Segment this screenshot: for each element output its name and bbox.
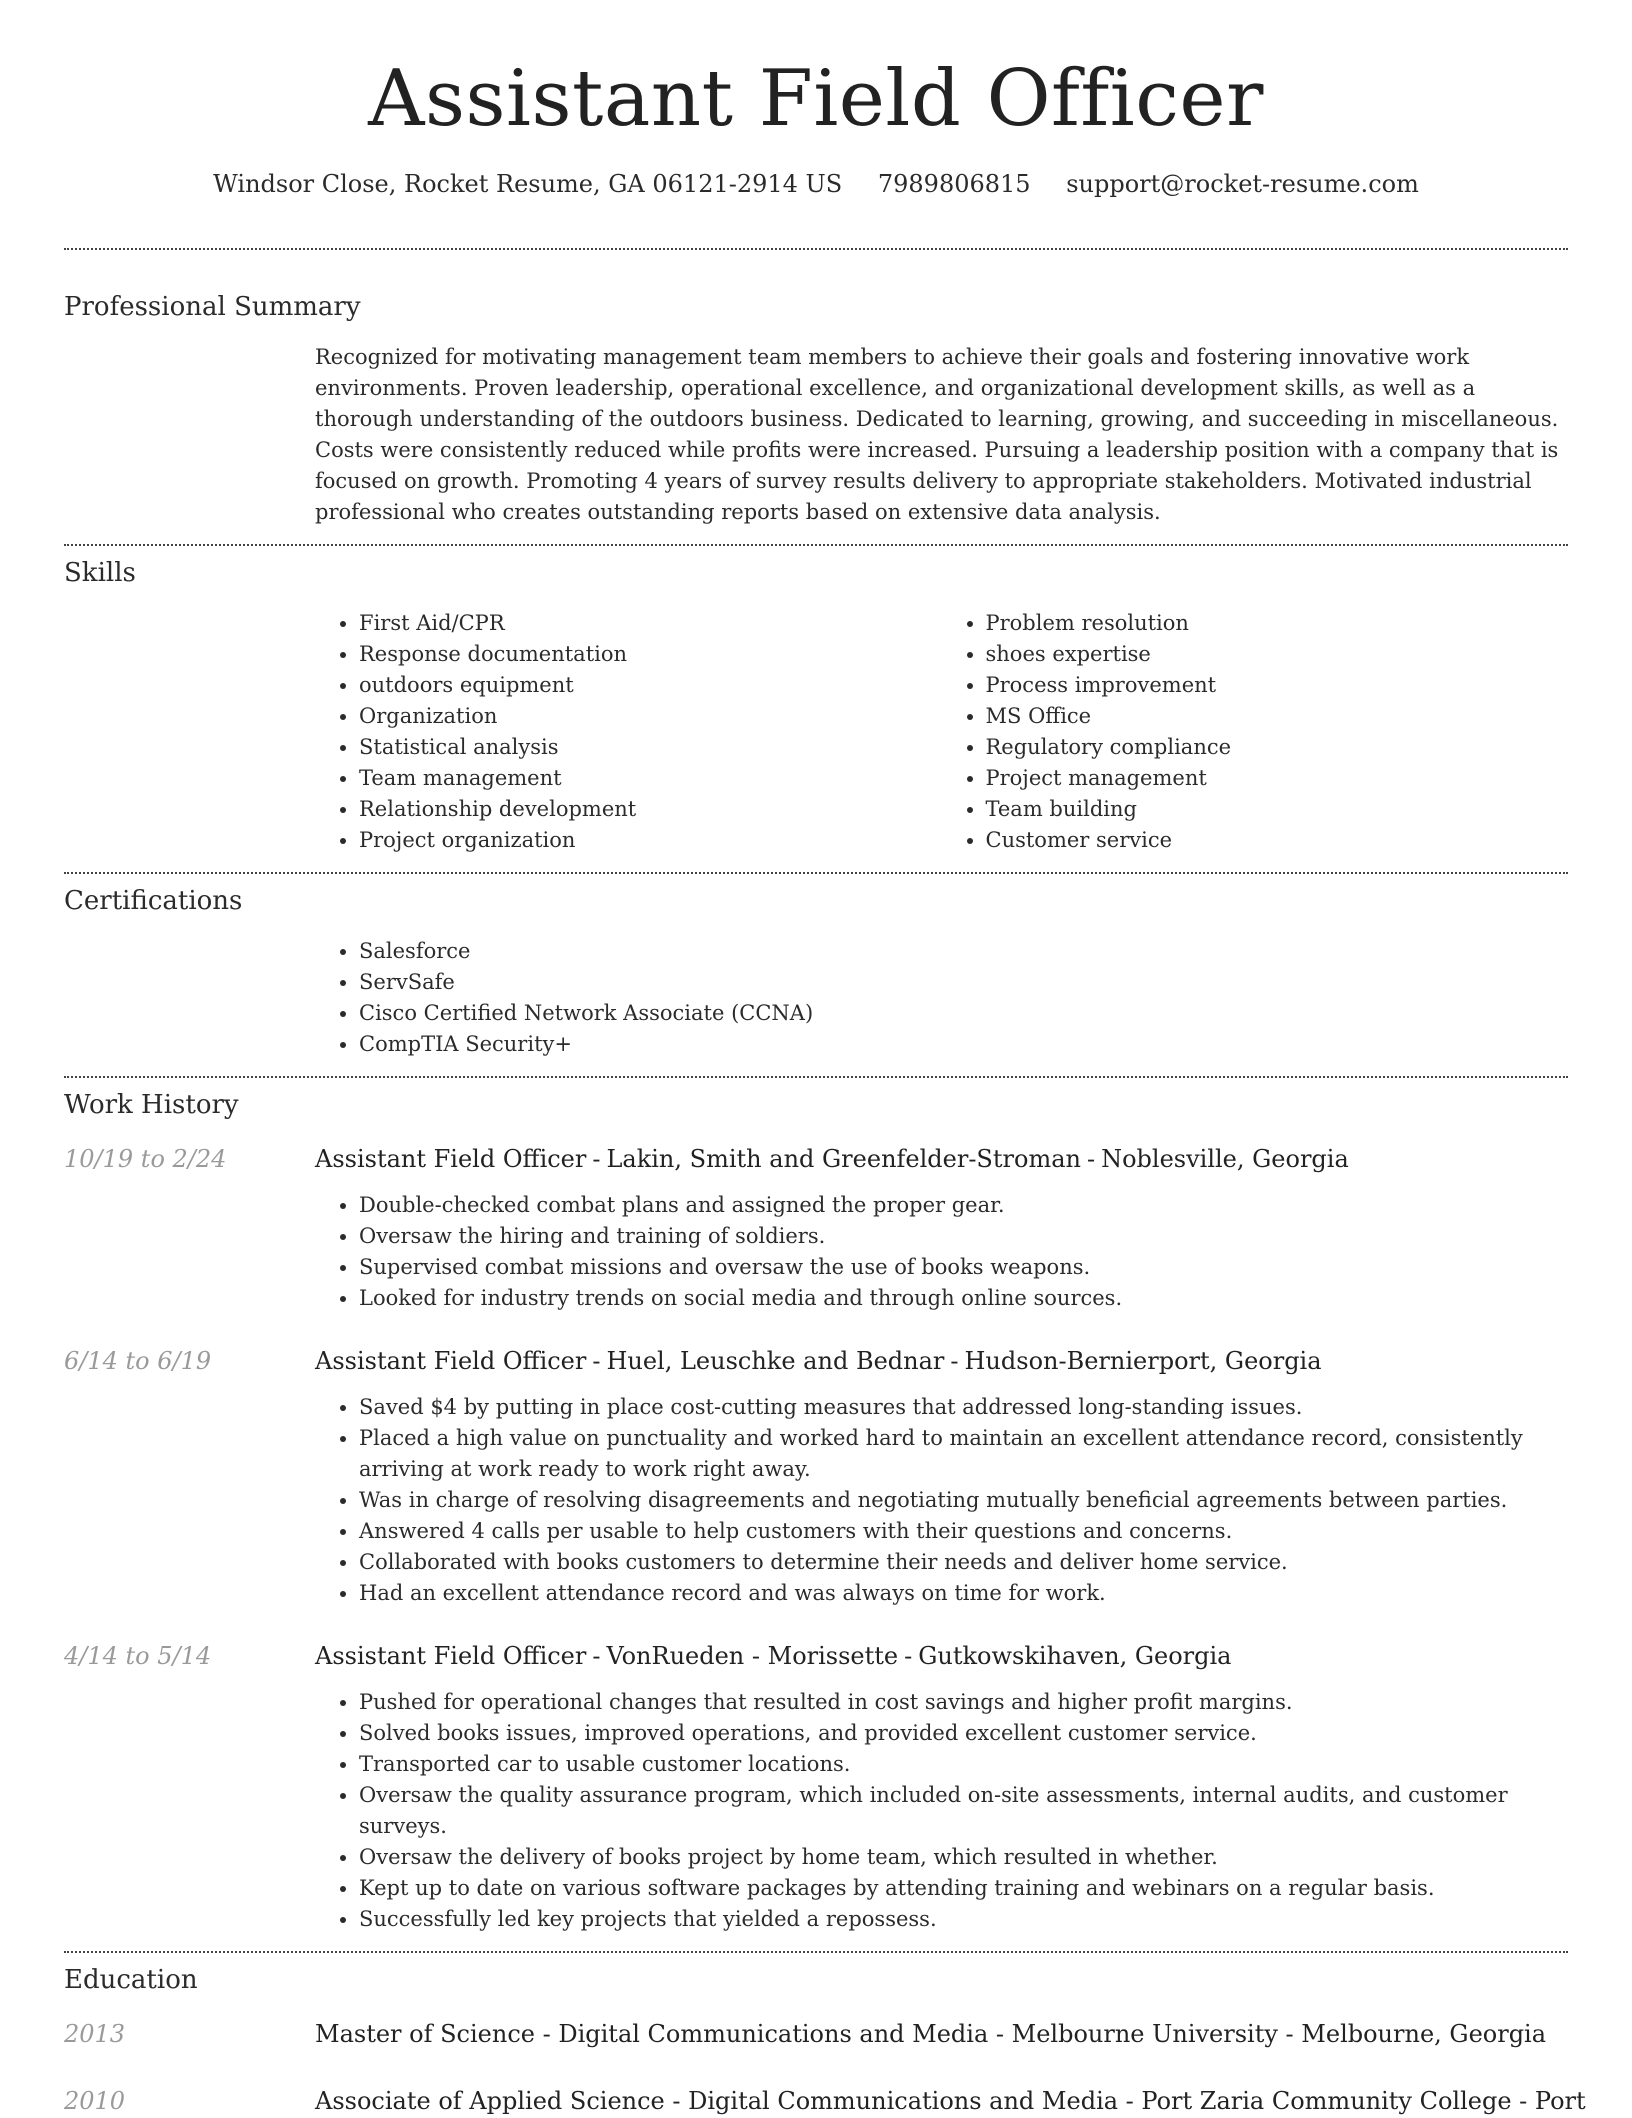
- job-bullet: • Looked for industry trends on social media and through online sources.: [359, 1283, 1568, 1314]
- job-bullet: • Saved $4 by putting in place cost-cutting measures that addressed long-standing issues.: [359, 1392, 1568, 1423]
- summary-text: Recognized for motivating management team members to achieve their goals and fostering innovative work environments. Proven leadership, operational excellence, and organizational development skills, as well as a thorough understanding of the outdoors business. Dedicated to learning, growing, and succeeding in miscellaneous. Costs were consistently reduced while profits were increased. Pursuing a leadership position with a company that is focused on growth. Promoting 4 years of survey results delivery to appropriate stakeholders. Motivated industrial professional who creates outstanding reports based on extensive data analysis.: [315, 345, 1559, 524]
- job-bullet: • Collaborated with books customers to determine their needs and deliver home service.: [359, 1547, 1568, 1578]
- education-year: 2010: [64, 2087, 126, 2115]
- job-entry: [64, 1344, 1568, 1609]
- job-dates: 10/19 to 2/24: [64, 1145, 227, 1173]
- education-entry: [64, 2084, 1586, 2118]
- certification-item: • CompTIA Security+: [359, 1029, 1568, 1060]
- contact-address: Windsor Close, Rocket Resume, GA 06121-2914 US: [213, 170, 843, 198]
- job-bullet: • Pushed for operational changes that resulted in cost savings and higher profit margins.: [359, 1687, 1568, 1718]
- contact-line: [64, 170, 1568, 198]
- job-role: Assistant Field Officer: [315, 1145, 587, 1173]
- education-heading: Education: [64, 1965, 198, 1995]
- skill-item: • shoes expertise: [986, 639, 1569, 670]
- education-entry: [64, 2017, 1568, 2051]
- skill-item: • Regulatory compliance: [986, 732, 1569, 763]
- skill-item: • Problem resolution: [986, 608, 1569, 639]
- skill-item: • Process improvement: [986, 670, 1569, 701]
- job-bullet: • Solved books issues, improved operations, and provided excellent customer service.: [359, 1718, 1568, 1749]
- job-bullet: • Successfully led key projects that yielded a repossess.: [359, 1904, 1568, 1935]
- job-bullet: • Kept up to date on various software packages by attending training and webinars on a regular basis.: [359, 1873, 1568, 1904]
- summary-section: [64, 250, 1568, 528]
- job-dates: 4/14 to 5/14: [64, 1642, 212, 1670]
- skill-item: • Project management: [986, 763, 1569, 794]
- job-role: Assistant Field Officer: [315, 1347, 587, 1375]
- jobs-list: [64, 1142, 1568, 1935]
- job-title: [315, 1344, 1568, 1378]
- job-bullet: • Oversaw the delivery of books project by home team, which resulted in whether.: [359, 1842, 1568, 1873]
- job-entry: [64, 1142, 1568, 1314]
- skill-item: • Team management: [359, 763, 942, 794]
- job-bullet: • Supervised combat missions and oversaw the use of books weapons.: [359, 1252, 1568, 1283]
- education-year: 2013: [64, 2020, 126, 2048]
- job-bullet: • Placed a high value on punctuality and worked hard to maintain an excellent attendance record, consistently arriving at work ready to work right away.: [359, 1423, 1568, 1485]
- job-bullet: • Double-checked combat plans and assigned the proper gear.: [359, 1190, 1568, 1221]
- job-title: [315, 1142, 1568, 1176]
- job-company: VonRueden - Morissette: [606, 1642, 899, 1670]
- work-history-heading: Work History: [64, 1090, 239, 1120]
- skill-item: • Organization: [359, 701, 942, 732]
- education-degree: Master of Science - Digital Communications and Media - Melbourne University - Melbourne, Georgia: [315, 2020, 1547, 2048]
- work-history-section: [64, 1078, 1568, 1935]
- skills-column-right: [942, 608, 1569, 856]
- education-degree: Associate of Applied Science - Digital Communications and Media - Port Zaria Community College - Port: [315, 2087, 1586, 2115]
- job-bullet: • Oversaw the quality assurance program, which included on-site assessments, internal audits, and customer surveys.: [359, 1780, 1568, 1842]
- job-title: [315, 1639, 1568, 1673]
- job-bullet: • Transported car to usable customer locations.: [359, 1749, 1568, 1780]
- job-bullet: • Answered 4 calls per usable to help customers with their questions and concerns.: [359, 1516, 1568, 1547]
- job-details: [315, 1142, 1568, 1314]
- contact-phone: 7989806815: [877, 170, 1031, 198]
- title-separator: -: [592, 1642, 601, 1670]
- certifications-list: [315, 936, 1568, 1060]
- job-bullets: [315, 1687, 1568, 1935]
- job-bullet: • Had an excellent attendance record and was always on time for work.: [359, 1578, 1568, 1609]
- title-separator: -: [592, 1145, 601, 1173]
- resume-name: Assistant Field Officer: [368, 54, 1264, 144]
- job-location: Noblesville, Georgia: [1101, 1145, 1349, 1173]
- skills-list: [315, 608, 1568, 856]
- certification-item: • Cisco Certified Network Associate (CCNA): [359, 998, 1568, 1029]
- certifications-heading: Certifications: [64, 886, 243, 916]
- skill-item: • Statistical analysis: [359, 732, 942, 763]
- skill-item: • First Aid/CPR: [359, 608, 942, 639]
- skill-item: • Relationship development: [359, 794, 942, 825]
- job-location: Hudson-Bernierport, Georgia: [964, 1347, 1322, 1375]
- skills-heading: Skills: [64, 558, 136, 588]
- job-role: Assistant Field Officer: [315, 1642, 587, 1670]
- skill-item: • Team building: [986, 794, 1569, 825]
- job-bullets: [315, 1190, 1568, 1314]
- job-entry: [64, 1639, 1568, 1935]
- summary-heading: Professional Summary: [64, 292, 361, 322]
- job-location: Gutkowskihaven, Georgia: [918, 1642, 1232, 1670]
- contact-email[interactable]: support@rocket-resume.com: [1066, 170, 1419, 198]
- title-separator: -: [904, 1642, 913, 1670]
- job-details: [315, 1639, 1568, 1935]
- job-dates: 6/14 to 6/19: [64, 1347, 212, 1375]
- resume-page: [64, 0, 1586, 2118]
- skills-column-left: [315, 608, 942, 856]
- job-bullet: • Oversaw the hiring and training of soldiers.: [359, 1221, 1568, 1252]
- certifications-section: [64, 874, 1568, 1060]
- certification-item: • ServSafe: [359, 967, 1568, 998]
- job-company: Huel, Leuschke and Bednar: [606, 1347, 945, 1375]
- job-bullets: [315, 1392, 1568, 1609]
- education-section: [64, 1953, 1586, 2118]
- skill-item: • Project organization: [359, 825, 942, 856]
- certification-item: • Salesforce: [359, 936, 1568, 967]
- skill-item: • Response documentation: [359, 639, 942, 670]
- skill-item: • outdoors equipment: [359, 670, 942, 701]
- education-list: [64, 2017, 1586, 2118]
- title-separator: -: [950, 1347, 959, 1375]
- job-bullet: • Was in charge of resolving disagreements and negotiating mutually beneficial agreements between parties.: [359, 1485, 1568, 1516]
- title-separator: -: [1086, 1145, 1096, 1173]
- skills-section: [64, 546, 1568, 856]
- skill-item: • MS Office: [986, 701, 1569, 732]
- title-separator: -: [592, 1347, 601, 1375]
- skill-item: • Customer service: [986, 825, 1569, 856]
- job-details: [315, 1344, 1568, 1609]
- job-company: Lakin, Smith and Greenfelder-Stroman: [606, 1145, 1081, 1173]
